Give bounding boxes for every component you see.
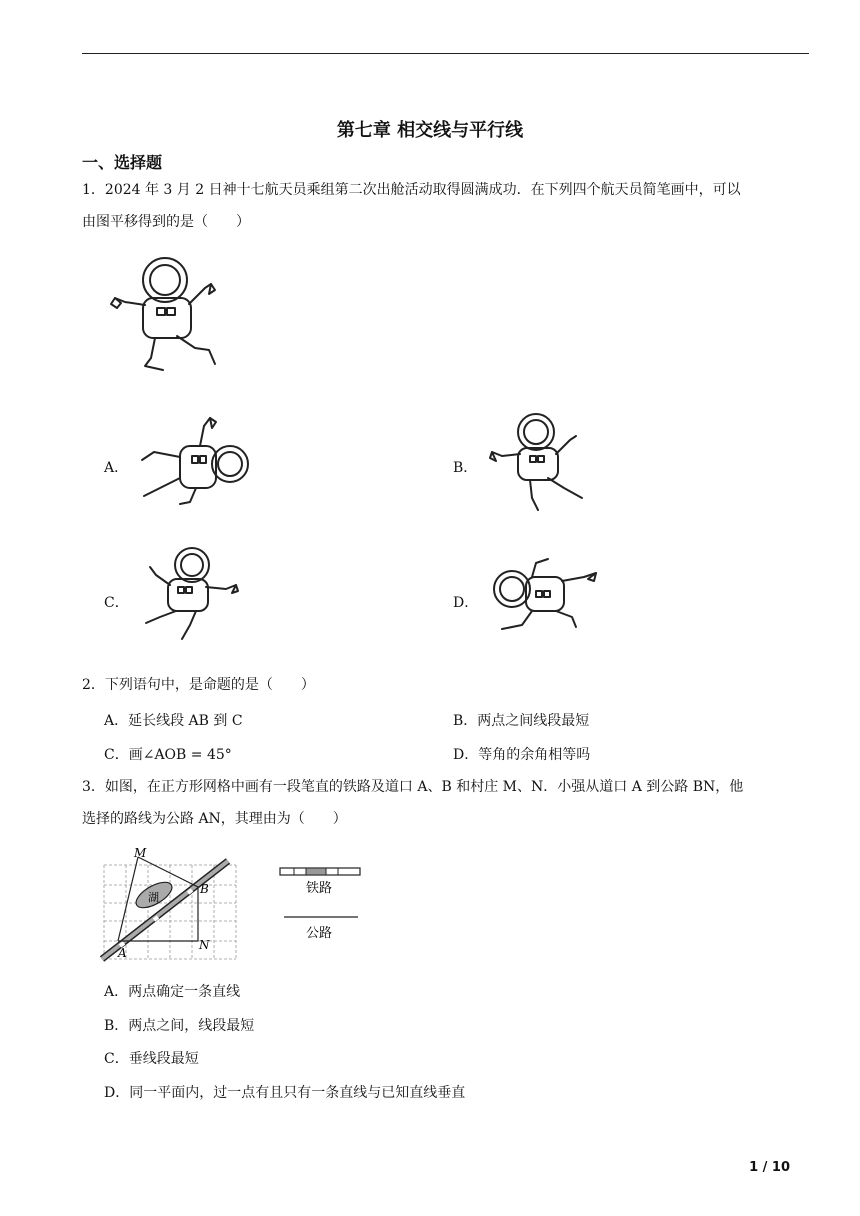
q2-option-c: C．画∠AOB = 45° [104,747,232,763]
q2-option-b: B．两点之间线段最短 [453,713,590,729]
q1-option-d-label: D． [453,595,479,611]
question-3-line-2: 选择的路线为公路 AN，其理由为（ ） [82,811,347,827]
astronaut-option-a-image [130,412,255,512]
astronaut-option-c-image [136,545,246,645]
page-title: 第七章 相交线与平行线 [336,120,524,141]
legend-road-label: 公路 [306,926,333,941]
page-number: 1 / 10 [749,1160,790,1175]
q3-option-d: D．同一平面内，过一点有且只有一条直线与已知直线垂直 [104,1085,466,1101]
astronaut-original-image [105,250,235,380]
lake-label: 湖 [148,891,159,904]
q3-option-c: C．垂线段最短 [104,1051,199,1067]
section-heading: 一、选择题 [82,153,163,172]
astronaut-option-d-image [486,555,601,640]
question-3-line-1: 3．如图，在正方形网格中画有一段笔直的铁路及道口 A、B 和村庄 M、N．小强从道口 A 到公路 BN，他 [82,779,744,795]
railway-grid-figure [98,845,238,963]
astronaut-option-b-image [486,410,596,515]
point-m-label: M [134,846,147,860]
q1-option-c-label: C． [104,595,129,611]
q1-option-b-label: B． [453,460,478,476]
point-n-label: N [199,938,210,952]
q2-option-d: D．等角的余角相等吗 [453,747,591,763]
point-a-label: A [118,946,127,960]
question-2-stem: 2．下列语句中，是命题的是（ ） [82,677,315,693]
question-1-line-1: 1．2024 年 3 月 2 日神十七航天员乘组第二次出舱活动取得圆满成功．在下列四个航天员简笔画中，可以 [82,182,741,198]
header-rule [82,53,809,54]
question-1-line-2: 由图平移得到的是（ ） [82,214,250,230]
legend-figure [276,862,366,942]
q1-option-a-label: A． [104,460,129,476]
q2-option-a: A．延长线段 AB 到 C [104,713,243,729]
legend-rail-label: 铁路 [306,881,333,896]
q3-option-b: B．两点之间，线段最短 [104,1018,255,1034]
q3-option-a: A．两点确定一条直线 [104,984,241,1000]
point-b-label: B [200,882,209,896]
